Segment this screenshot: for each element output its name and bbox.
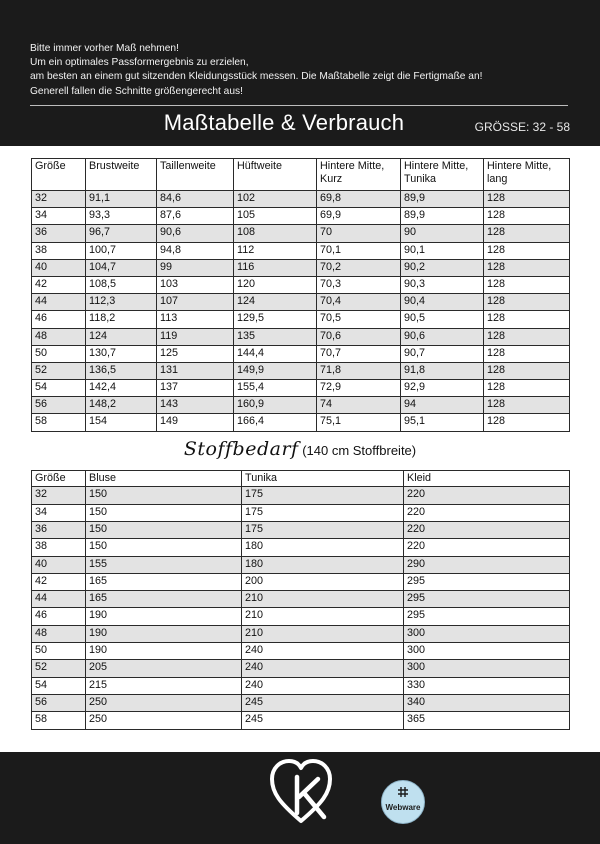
table-cell: 102 (234, 191, 317, 208)
table-cell: 54 (32, 380, 86, 397)
table-row (32, 504, 570, 521)
table-cell: 32 (32, 487, 86, 504)
column-header: Brustweite (86, 159, 157, 191)
fabric-script-title: Stoffbedarf (183, 438, 299, 460)
table-cell: 116 (234, 259, 317, 276)
table-cell: 69,9 (317, 208, 401, 225)
table-cell: 150 (86, 504, 242, 521)
table-cell: 94 (401, 397, 484, 414)
table-cell: 220 (404, 521, 570, 538)
table-cell: 128 (484, 328, 570, 345)
table-cell: 250 (86, 712, 242, 729)
table-cell: 95,1 (401, 414, 484, 431)
table-cell: 128 (484, 259, 570, 276)
table-row (32, 677, 570, 694)
table-cell: 290 (404, 556, 570, 573)
table-cell: 48 (32, 625, 86, 642)
column-header: Größe (32, 159, 86, 191)
table-cell: 90,7 (401, 345, 484, 362)
table-cell: 220 (404, 487, 570, 504)
table-cell: 175 (242, 521, 404, 538)
table-cell: 124 (234, 294, 317, 311)
table-cell: 210 (242, 608, 404, 625)
table-cell: 142,4 (86, 380, 157, 397)
column-header: Hintere Mitte, lang (484, 159, 570, 191)
table-cell: 135 (234, 328, 317, 345)
table-cell: 58 (32, 712, 86, 729)
size-range: GRÖSSE: 32 - 58 (474, 120, 570, 134)
table-row (32, 625, 570, 642)
table-row (32, 660, 570, 677)
table-cell: 40 (32, 556, 86, 573)
table-cell: 34 (32, 504, 86, 521)
table-cell: 34 (32, 208, 86, 225)
table-cell: 108 (234, 225, 317, 242)
table-cell: 52 (32, 362, 86, 379)
table-row (32, 259, 570, 276)
table-cell: 92,9 (401, 380, 484, 397)
intro-line: am besten an einem gut sitzenden Kleidungsstück messen. Die Maßtabelle zeigt die Fertigmaße an! (30, 71, 483, 83)
table-cell: 108,5 (86, 276, 157, 293)
table-cell: 48 (32, 328, 86, 345)
page-title: Maßtabelle & Verbrauch (163, 110, 405, 135)
header-divider (30, 105, 568, 106)
table-cell: 148,2 (86, 397, 157, 414)
table-cell: 70,5 (317, 311, 401, 328)
header-band (0, 0, 600, 146)
table-row (32, 380, 570, 397)
table-cell: 69,8 (317, 191, 401, 208)
table-row (32, 397, 570, 414)
table-cell: 150 (86, 521, 242, 538)
table-cell: 56 (32, 694, 86, 711)
table-row (32, 487, 570, 504)
table-cell: 94,8 (157, 242, 234, 259)
table-cell: 128 (484, 362, 570, 379)
table-row (32, 573, 570, 590)
table-cell: 91,8 (401, 362, 484, 379)
table-row (32, 591, 570, 608)
table-cell: 70,3 (317, 276, 401, 293)
table-row (32, 242, 570, 259)
table-cell: 90,4 (401, 294, 484, 311)
fabric-table (31, 470, 570, 730)
table-cell: 125 (157, 345, 234, 362)
table-cell: 245 (242, 694, 404, 711)
table-cell: 72,9 (317, 380, 401, 397)
table-row (32, 694, 570, 711)
table-cell: 295 (404, 591, 570, 608)
table-cell: 150 (86, 487, 242, 504)
table-cell: 38 (32, 242, 86, 259)
table-cell: 32 (32, 191, 86, 208)
table-cell: 38 (32, 539, 86, 556)
table-cell: 180 (242, 556, 404, 573)
table-row (32, 311, 570, 328)
table-cell: 90 (401, 225, 484, 242)
table-cell: 58 (32, 414, 86, 431)
table-cell: 93,3 (86, 208, 157, 225)
table-cell: 137 (157, 380, 234, 397)
heart-k-logo-icon (268, 757, 334, 827)
table-cell: 205 (86, 660, 242, 677)
table-cell: 175 (242, 487, 404, 504)
table-cell: 295 (404, 608, 570, 625)
footer-band (0, 752, 600, 844)
table-cell: 70,6 (317, 328, 401, 345)
table-row (32, 225, 570, 242)
table-cell: 180 (242, 539, 404, 556)
table-cell: 56 (32, 397, 86, 414)
table-cell: 71,8 (317, 362, 401, 379)
table-cell: 240 (242, 660, 404, 677)
column-header: Hüftweite (234, 159, 317, 191)
table-cell: 128 (484, 311, 570, 328)
table-cell: 42 (32, 573, 86, 590)
table-cell: 128 (484, 225, 570, 242)
table-cell: 118,2 (86, 311, 157, 328)
table-cell: 200 (242, 573, 404, 590)
measurement-table (31, 158, 570, 432)
table-cell: 215 (86, 677, 242, 694)
table-row (32, 345, 570, 362)
table-cell: 166,4 (234, 414, 317, 431)
table-cell: 136,5 (86, 362, 157, 379)
table-cell: 46 (32, 311, 86, 328)
table-row (32, 414, 570, 431)
table-cell: 112,3 (86, 294, 157, 311)
table-cell: 165 (86, 591, 242, 608)
table-cell: 74 (317, 397, 401, 414)
table-cell: 131 (157, 362, 234, 379)
table-cell: 105 (234, 208, 317, 225)
table-cell: 36 (32, 225, 86, 242)
column-header: Größe (32, 471, 86, 487)
table-row (32, 328, 570, 345)
table-cell: 365 (404, 712, 570, 729)
hashtag-icon (397, 786, 409, 798)
table-cell: 84,6 (157, 191, 234, 208)
table-cell: 90,6 (157, 225, 234, 242)
table-cell: 119 (157, 328, 234, 345)
table-cell: 91,1 (86, 191, 157, 208)
table-cell: 128 (484, 208, 570, 225)
table-cell: 42 (32, 276, 86, 293)
table-cell: 36 (32, 521, 86, 538)
table-cell: 165 (86, 573, 242, 590)
table-cell: 120 (234, 276, 317, 293)
table-cell: 330 (404, 677, 570, 694)
column-header: Bluse (86, 471, 242, 487)
table-cell: 128 (484, 414, 570, 431)
column-header: Hintere Mitte, Tunika (401, 159, 484, 191)
table-cell: 154 (86, 414, 157, 431)
table-cell: 220 (404, 539, 570, 556)
table-row (32, 294, 570, 311)
table-cell: 300 (404, 643, 570, 660)
table-cell: 190 (86, 608, 242, 625)
table-cell: 90,5 (401, 311, 484, 328)
table-cell: 128 (484, 294, 570, 311)
column-header: Taillenweite (157, 159, 234, 191)
table-cell: 46 (32, 608, 86, 625)
table-cell: 240 (242, 643, 404, 660)
table-cell: 90,2 (401, 259, 484, 276)
table-cell: 129,5 (234, 311, 317, 328)
table-cell: 100,7 (86, 242, 157, 259)
table-cell: 107 (157, 294, 234, 311)
table-cell: 240 (242, 677, 404, 694)
table-cell: 245 (242, 712, 404, 729)
webware-badge (381, 780, 425, 824)
table-cell: 150 (86, 539, 242, 556)
table-row (32, 362, 570, 379)
table-row (32, 191, 570, 208)
table-cell: 128 (484, 397, 570, 414)
table-row (32, 276, 570, 293)
table-cell: 89,9 (401, 208, 484, 225)
table-cell: 149,9 (234, 362, 317, 379)
intro-line: Um ein optimales Passformergebnis zu erzielen, (30, 57, 249, 69)
column-header: Tunika (242, 471, 404, 487)
badge-label: Webware (385, 803, 421, 812)
table-cell: 190 (86, 643, 242, 660)
table-cell: 44 (32, 591, 86, 608)
table-row (32, 521, 570, 538)
table-cell: 103 (157, 276, 234, 293)
table-cell: 155,4 (234, 380, 317, 397)
table-cell: 340 (404, 694, 570, 711)
table-cell: 99 (157, 259, 234, 276)
table-cell: 52 (32, 660, 86, 677)
table-cell: 210 (242, 625, 404, 642)
table-cell: 96,7 (86, 225, 157, 242)
intro-line: Generell fallen die Schnitte größengerecht aus! (30, 85, 243, 97)
table-cell: 295 (404, 573, 570, 590)
table-cell: 70,4 (317, 294, 401, 311)
table-cell: 113 (157, 311, 234, 328)
table-cell: 89,9 (401, 191, 484, 208)
table-cell: 149 (157, 414, 234, 431)
table-row (32, 608, 570, 625)
table-cell: 128 (484, 242, 570, 259)
table-cell: 87,6 (157, 208, 234, 225)
table-row (32, 208, 570, 225)
table-cell: 40 (32, 259, 86, 276)
table-cell: 144,4 (234, 345, 317, 362)
table-cell: 70 (317, 225, 401, 242)
table-cell: 124 (86, 328, 157, 345)
table-cell: 70,2 (317, 259, 401, 276)
table-cell: 250 (86, 694, 242, 711)
table-cell: 104,7 (86, 259, 157, 276)
table-cell: 155 (86, 556, 242, 573)
table-cell: 160,9 (234, 397, 317, 414)
table-row (32, 643, 570, 660)
table-cell: 128 (484, 276, 570, 293)
table-cell: 130,7 (86, 345, 157, 362)
fabric-heading (0, 438, 600, 460)
table-cell: 90,1 (401, 242, 484, 259)
table-cell: 143 (157, 397, 234, 414)
table-row (32, 712, 570, 729)
column-header: Kleid (404, 471, 570, 487)
table-cell: 70,7 (317, 345, 401, 362)
column-header: Hintere Mitte, Kurz (317, 159, 401, 191)
table-cell: 300 (404, 660, 570, 677)
table-cell: 128 (484, 345, 570, 362)
table-cell: 210 (242, 591, 404, 608)
table-cell: 175 (242, 504, 404, 521)
table-row (32, 539, 570, 556)
table-cell: 70,1 (317, 242, 401, 259)
intro-line: Bitte immer vorher Maß nehmen! (30, 43, 179, 54)
table-cell: 90,3 (401, 276, 484, 293)
table-cell: 190 (86, 625, 242, 642)
table-cell: 50 (32, 643, 86, 660)
table-cell: 300 (404, 625, 570, 642)
table-cell: 44 (32, 294, 86, 311)
table-cell: 112 (234, 242, 317, 259)
table-cell: 54 (32, 677, 86, 694)
table-row (32, 556, 570, 573)
table-cell: 75,1 (317, 414, 401, 431)
fabric-subtitle: (140 cm Stoffbreite) (302, 443, 417, 458)
table-cell: 220 (404, 504, 570, 521)
table-cell: 90,6 (401, 328, 484, 345)
table-cell: 50 (32, 345, 86, 362)
table-cell: 128 (484, 380, 570, 397)
table-cell: 128 (484, 191, 570, 208)
intro-text (30, 42, 570, 99)
